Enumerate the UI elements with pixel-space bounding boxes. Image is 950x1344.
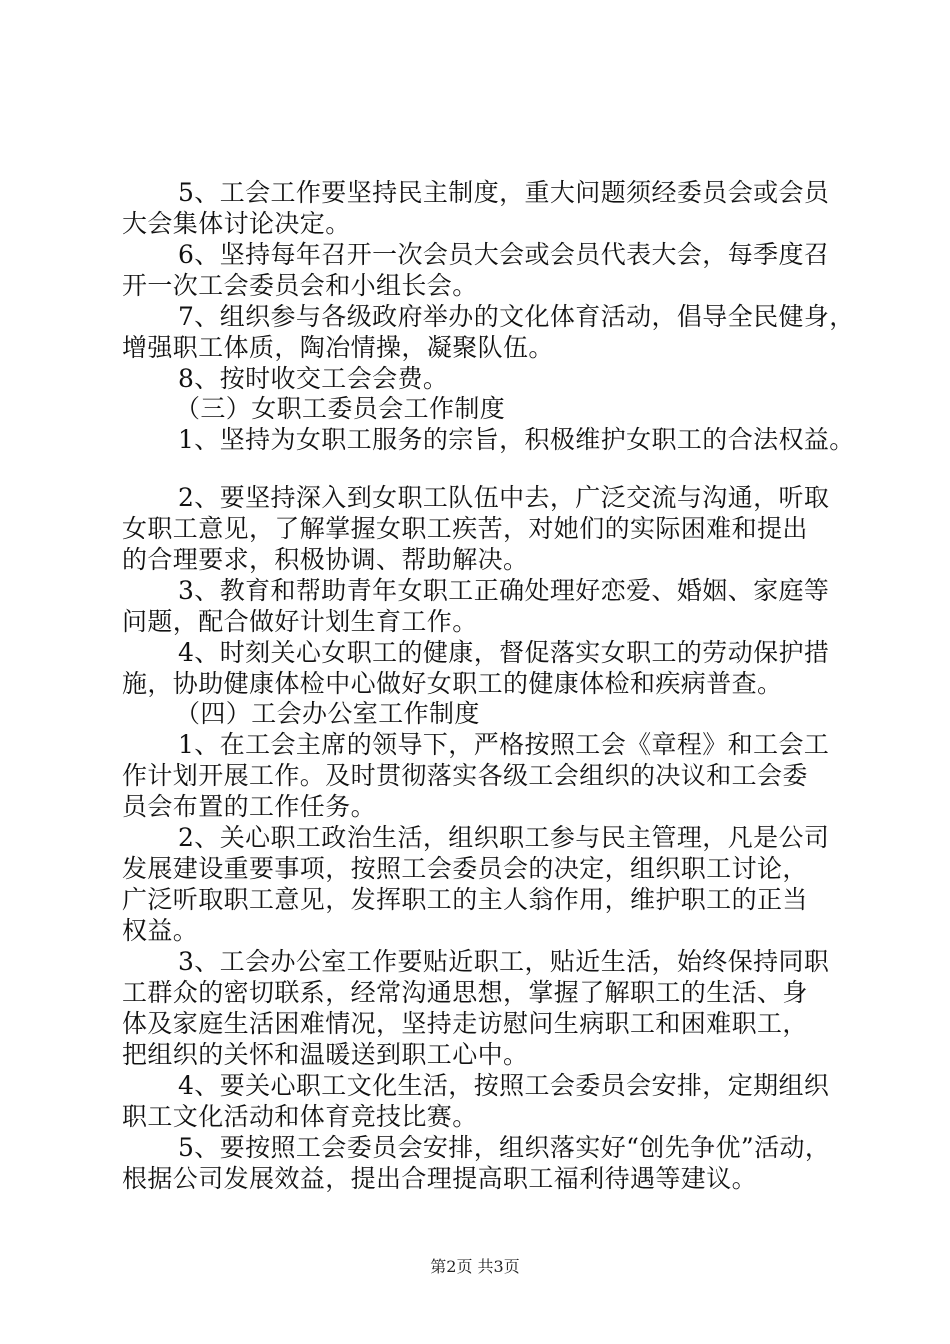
body-text-line: 权益。 — [122, 916, 199, 945]
body-text-line: 5、要按照工会委员会安排，组织落实好“创先争优”活动， — [178, 1133, 831, 1162]
body-text-line: 2、关心职工政治生活，组织职工参与民主管理，凡是公司 — [178, 823, 830, 852]
body-text-line: 职工文化活动和体育竞技比赛。 — [122, 1102, 478, 1131]
body-text-line: 把组织的关怀和温暖送到职工心中。 — [122, 1040, 529, 1069]
body-text-line: 根据公司发展效益，提出合理提高职工福利待遇等建议。 — [122, 1164, 758, 1193]
body-text-line: 大会集体讨论决定。 — [122, 209, 351, 238]
body-text-line: 3、工会办公室工作要贴近职工，贴近生活，始终保持同职 — [178, 947, 830, 976]
body-text-line: 2、要坚持深入到女职工队伍中去，广泛交流与沟通，听取 — [178, 483, 830, 512]
body-text-line: 施，协助健康体检中心做好女职工的健康体检和疾病普查。 — [122, 669, 783, 698]
page-number-footer: 第2页 共3页 — [430, 1257, 520, 1276]
body-text-line: 6、坚持每年召开一次会员大会或会员代表大会，每季度召 — [178, 240, 830, 269]
body-text-line: 发展建设重要事项，按照工会委员会的决定，组织职工讨论， — [122, 854, 808, 883]
body-text-line: 1、在工会主席的领导下，严格按照工会《章程》和工会工 — [178, 730, 830, 759]
body-text-line: 体及家庭生活困难情况，坚持走访慰问生病职工和困难职工， — [122, 1009, 808, 1038]
body-text-line: 1、坚持为女职工服务的宗旨，积极维护女职工的合法权益。 — [178, 425, 855, 454]
body-text-line: 4、时刻关心女职工的健康，督促落实女职工的劳动保护措 — [178, 638, 830, 667]
body-text-line: 女职工意见，了解掌握女职工疾苦，对她们的实际困难和提出 — [122, 514, 808, 543]
body-text-line: 员会布置的工作任务。 — [122, 792, 377, 821]
body-text-line: 7、组织参与各级政府举办的文化体育活动，倡导全民健身， — [178, 302, 855, 331]
body-text-line: 广泛听取职工意见，发挥职工的主人翁作用，维护职工的正当 — [122, 885, 808, 914]
body-text-line: 增强职工体质，陶冶情操，凝聚队伍。 — [122, 333, 554, 362]
body-text-line: 作计划开展工作。及时贯彻落实各级工会组织的决议和工会委 — [122, 761, 808, 790]
body-text-line: 开一次工会委员会和小组长会。 — [122, 271, 478, 300]
body-text-line: 的合理要求，积极协调、帮助解决。 — [122, 545, 529, 574]
body-text-line: 工群众的密切联系，经常沟通思想，掌握了解职工的生活、身 — [122, 978, 808, 1007]
body-text-line: 5、工会工作要坚持民主制度，重大问题须经委员会或会员 — [178, 178, 830, 207]
body-text-line: 4、要关心职工文化生活，按照工会委员会安排，定期组织 — [178, 1071, 830, 1100]
body-text-line: 8、按时收交工会会费。 — [178, 364, 449, 393]
body-text-line: 问题，配合做好计划生育工作。 — [122, 607, 478, 636]
body-text-line: 3、教育和帮助青年女职工正确处理好恋爱、婚姻、家庭等 — [178, 576, 830, 605]
section-heading: （三）女职工委员会工作制度 — [175, 394, 506, 423]
section-heading: （四）工会办公室工作制度 — [175, 699, 480, 728]
